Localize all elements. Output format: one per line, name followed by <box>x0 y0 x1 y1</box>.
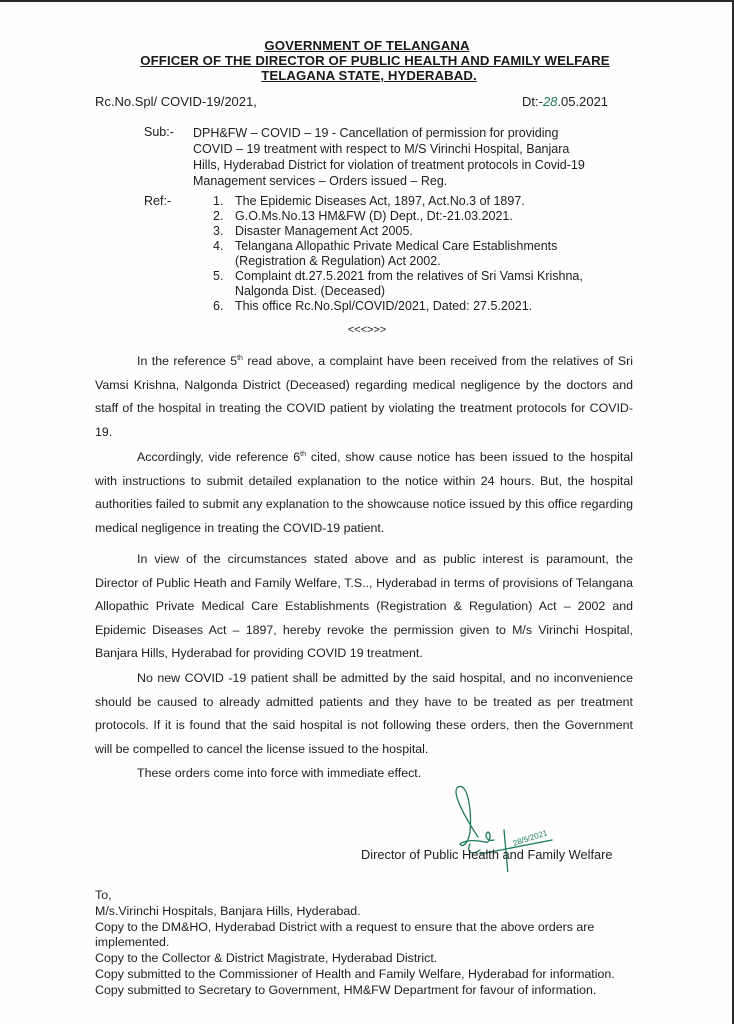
distribution-line: M/s.Virinchi Hospitals, Banjara Hills, Hyderabad. <box>95 903 361 918</box>
reference-text: G.O.Ms.No.13 HM&FW (D) Dept., Dt:-21.03.2021. <box>235 209 513 223</box>
paragraph-text: In the reference 5 <box>137 354 238 369</box>
subject-text: DPH&FW – COVID – 19 - Cancellation of permission for providing COVID – 19 treatment with respect to M/S Virinchi Hospital, Banjara Hills, Hyderabad District for violation of treatment protocols in Covid-19 Management services – Orders issued – Reg. <box>193 126 585 188</box>
header-office: OFFICER OF THE DIRECTOR OF PUBLIC HEALTH AND FAMILY WELFARE <box>140 53 610 68</box>
reference-item <box>213 269 613 299</box>
date-prefix: Dt:- <box>522 94 543 109</box>
date-suffix: .05.2021 <box>557 94 609 109</box>
paragraph-show-cause <box>95 443 633 540</box>
reference-item <box>213 239 613 269</box>
reference-number-label: 1. <box>213 194 224 208</box>
paragraph-text: Accordingly, vide reference 6 <box>137 450 301 465</box>
signature-loop <box>456 786 494 845</box>
reference-number: Rc.No.Spl/ COVID-19/2021, <box>95 94 257 109</box>
reference-text: This office Rc.No.Spl/COVID/2021, Dated: 27.5.2021. <box>235 299 533 313</box>
paragraph-revocation: In view of the circumstances stated above and as public interest is paramount, the Director of Public Heath and Family Welfare, T.S.., Hyderabad in terms of provisions of Telangana Allopathic Private Medical Care Establishments (Registration & Regulation) Act – 2002 and Epidemic Diseases Act – 1897, hereby revoke the permission given to M/s Virinchi Hospital, Banjara Hills, Hyderabad for providing COVID 19 treatment. <box>95 552 633 660</box>
references-list <box>213 194 613 314</box>
reference-number-label: 4. <box>213 239 224 253</box>
distribution-line: Copy submitted to the Commissioner of Health and Family Welfare, Hyderabad for information. <box>95 966 615 981</box>
reference-item <box>213 299 613 314</box>
signatory-title: Director of Public Health and Family Welfare <box>361 847 613 862</box>
reference-number-label: 3. <box>213 224 224 238</box>
header-government: GOVERNMENT OF TELANGANA <box>264 38 470 53</box>
paragraph-text: cited, show cause notice has been issued to the hospital with instructions to submit detailed explanation to the notice within 24 hours. But, the hospital authorities failed to submit any explanation to the showcause notice issued by this office regarding medical negligence in treating the COVID-19 patient. <box>95 450 633 535</box>
reference-item <box>213 194 613 209</box>
subject-label: Sub:- <box>144 125 174 139</box>
paragraph-admission-restriction: No new COVID -19 patient shall be admitted by the said hospital, and no inconvenience should be caused to already admitted patients and they have to be treated as per treatment protocols. If it is found that the said hospital is not following these orders, then the Government will be compelled to cancel the license issued to the hospital. <box>95 671 633 756</box>
reference-number-label: 6. <box>213 299 224 313</box>
distribution-line: Copy to the Collector & District Magistrate, Hyderabad District. <box>95 951 438 966</box>
paragraph-complaint <box>95 347 633 444</box>
references-label: Ref:- <box>144 194 172 208</box>
reference-text: Complaint dt.27.5.2021 from the relatives of Sri Vamsi Krishna, Nalgonda Dist. (Deceased) <box>235 269 583 298</box>
reference-text: The Epidemic Diseases Act, 1897, Act.No.3 of 1897. <box>235 194 525 208</box>
paragraph-text: read above, a complaint have been received from the relatives of Sri Vamsi Krishna, Nalgonda District (Deceased) regarding medical negligence by the doctors and staff of the hospital in treating the COVID patient by violating the treatment protocols for COVID-19. <box>95 354 633 439</box>
to-label: To, <box>95 888 112 902</box>
paragraph-effect: These orders come into force with immediate effect. <box>137 766 422 780</box>
reference-number-label: 2. <box>213 209 224 223</box>
signature-date: 28/5/2021 <box>511 828 549 848</box>
distribution-list <box>95 888 635 999</box>
reference-item <box>213 224 613 239</box>
reference-text: Disaster Management Act 2005. <box>235 224 413 238</box>
reference-number-label: 5. <box>213 269 224 283</box>
reference-item <box>213 209 613 224</box>
reference-text: Telangana Allopathic Private Medical Care Establishments (Registration & Regulation) Act 2002. <box>235 239 558 268</box>
header-state: TELAGANA STATE, HYDERABAD. <box>261 68 477 83</box>
section-separator: <<<>>> <box>347 324 387 336</box>
document-date <box>522 94 608 109</box>
distribution-line: Copy to the DM&HO, Hyderabad District with a request to ensure that the above orders are implemented. <box>95 919 595 950</box>
ordinal-suffix: th <box>237 355 243 362</box>
date-handwritten-day: 28 <box>542 94 558 109</box>
distribution-line: Copy submitted to Secretary to Government, HM&FW Department for favour of information. <box>95 982 597 997</box>
ordinal-suffix: th <box>300 451 306 458</box>
